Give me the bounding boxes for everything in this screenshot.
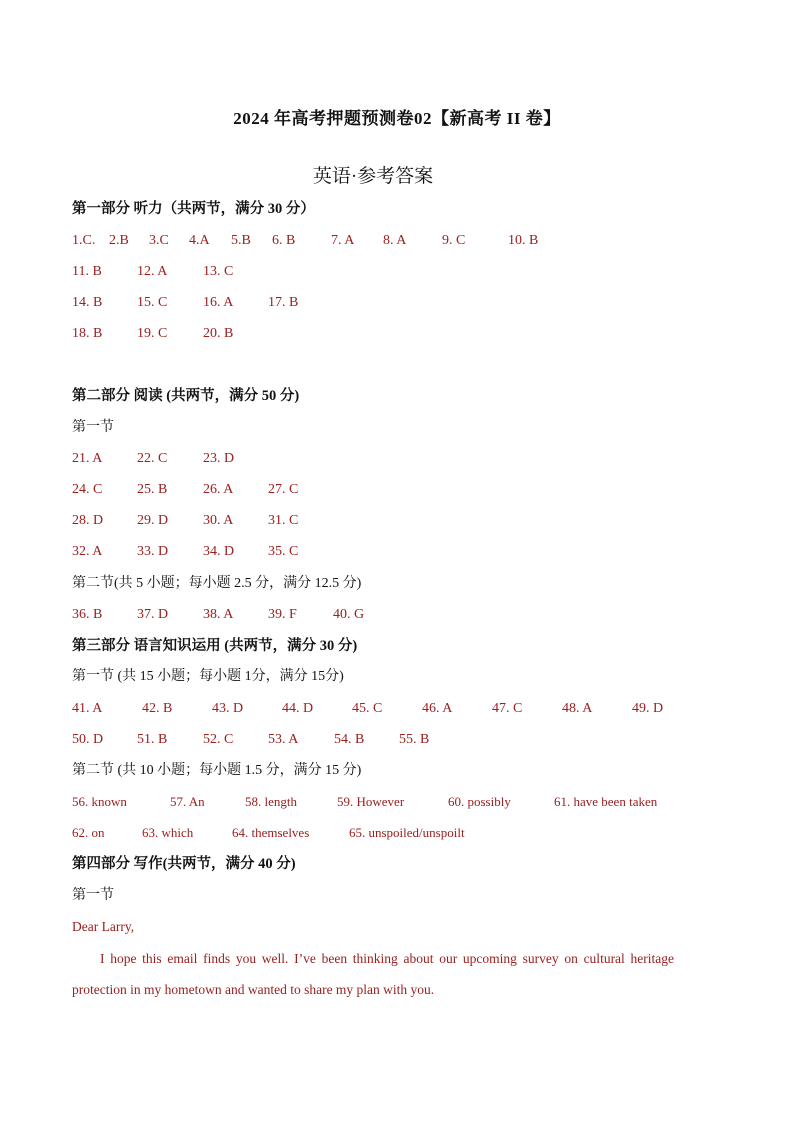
answer-32: 32. A: [72, 544, 103, 559]
answer-44: 44. D: [282, 701, 314, 716]
answer-61: 61. have been taken: [554, 794, 658, 809]
part1-heading: 第一部分 听力（共两节，满分 30 分）: [72, 201, 315, 217]
answer-14: 14. B: [72, 295, 103, 310]
answer-6: 6. B: [272, 233, 296, 248]
answer-18: 18. B: [72, 326, 103, 341]
answer-37: 37. D: [137, 607, 169, 622]
answer-38: 38. A: [203, 607, 234, 622]
answer-8: 8. A: [383, 233, 407, 248]
part2-section2-label: 第二节(共 5 小题；每小题 2.5 分，满分 12.5 分): [72, 576, 362, 591]
answer-60: 60. possibly: [448, 794, 511, 809]
letter-salutation: Dear Larry,: [72, 919, 135, 934]
answer-16: 16. A: [203, 295, 234, 310]
answer-52: 52. C: [203, 732, 234, 747]
answer-20: 20. B: [203, 326, 234, 341]
answer-35: 35. C: [268, 544, 299, 559]
answer-58: 58. length: [245, 794, 297, 809]
answer-22: 22. C: [137, 451, 168, 466]
part2-section1-label: 第一节: [72, 420, 114, 435]
answer-15: 15. C: [137, 295, 168, 310]
answer-63: 63. which: [142, 825, 194, 840]
answer-30: 30. A: [203, 513, 234, 528]
answer-47: 47. C: [492, 701, 523, 716]
answer-27: 27. C: [268, 482, 299, 497]
answer-40: 40. G: [333, 607, 365, 622]
answer-28: 28. D: [72, 513, 104, 528]
answer-29: 29. D: [137, 513, 169, 528]
answer-12: 12. A: [137, 264, 168, 279]
answer-26: 26. A: [203, 482, 234, 497]
part3-section1-label: 第一节 (共 15 小题；每小题 1分，满分 15分): [72, 669, 344, 684]
answer-21: 21. A: [72, 451, 103, 466]
answer-53: 53. A: [268, 732, 299, 747]
answer-9: 9. C: [442, 233, 466, 248]
answer-13: 13. C: [203, 264, 234, 279]
answer-57: 57. An: [170, 794, 205, 809]
part4-section1-label: 第一节: [72, 888, 114, 903]
answer-51: 51. B: [137, 732, 168, 747]
answer-65: 65. unspoiled/unspoilt: [349, 825, 465, 840]
answer-11: 11. B: [72, 264, 102, 279]
answer-39: 39. F: [268, 607, 297, 622]
part3-section2-label: 第二节 (共 10 小题；每小题 1.5 分，满分 15 分): [72, 763, 362, 778]
answer-3: 3.C: [149, 233, 169, 248]
answer-2: 2.B: [109, 233, 129, 248]
answer-55: 55. B: [399, 732, 430, 747]
part4-heading: 第四部分 写作(共两节，满分 40 分): [72, 856, 296, 872]
answer-64: 64. themselves: [232, 825, 310, 840]
answer-17: 17. B: [268, 295, 299, 310]
answer-45: 45. C: [352, 701, 383, 716]
answer-7: 7. A: [331, 233, 355, 248]
letter-paragraph: I hope this email finds you well. I’ve been thinking about our upcoming survey on cultural heritage protection in my hometown and wanted to share my plan with you.: [72, 951, 674, 997]
document-subtitle: 英语·参考答案: [312, 166, 434, 187]
answer-42: 42. B: [142, 701, 173, 716]
answer-62: 62. on: [72, 825, 105, 840]
answer-49: 49. D: [632, 701, 664, 716]
answer-23: 23. D: [203, 451, 235, 466]
part2-heading: 第二部分 阅读 (共两节，满分 50 分): [72, 388, 300, 404]
answer-31: 31. C: [268, 513, 299, 528]
answer-43: 43. D: [212, 701, 244, 716]
answer-34: 34. D: [203, 544, 235, 559]
answer-59: 59. However: [337, 794, 405, 809]
answer-4: 4.A: [189, 233, 210, 248]
answer-25: 25. B: [137, 482, 168, 497]
answer-36: 36. B: [72, 607, 103, 622]
document-title: 2024 年高考押题预测卷02【新高考 II 卷】: [233, 109, 561, 128]
answer-41: 41. A: [72, 701, 103, 716]
answer-10: 10. B: [508, 233, 539, 248]
answer-33: 33. D: [137, 544, 169, 559]
answer-19: 19. C: [137, 326, 168, 341]
answer-50: 50. D: [72, 732, 104, 747]
answer-48: 48. A: [562, 701, 593, 716]
answer-54: 54. B: [334, 732, 365, 747]
answer-46: 46. A: [422, 701, 453, 716]
answer-56: 56. known: [72, 794, 127, 809]
answer-24: 24. C: [72, 482, 103, 497]
answer-5: 5.B: [231, 233, 251, 248]
answer-1: 1.C.: [72, 233, 96, 248]
part3-heading: 第三部分 语言知识运用 (共两节，满分 30 分): [72, 638, 358, 654]
